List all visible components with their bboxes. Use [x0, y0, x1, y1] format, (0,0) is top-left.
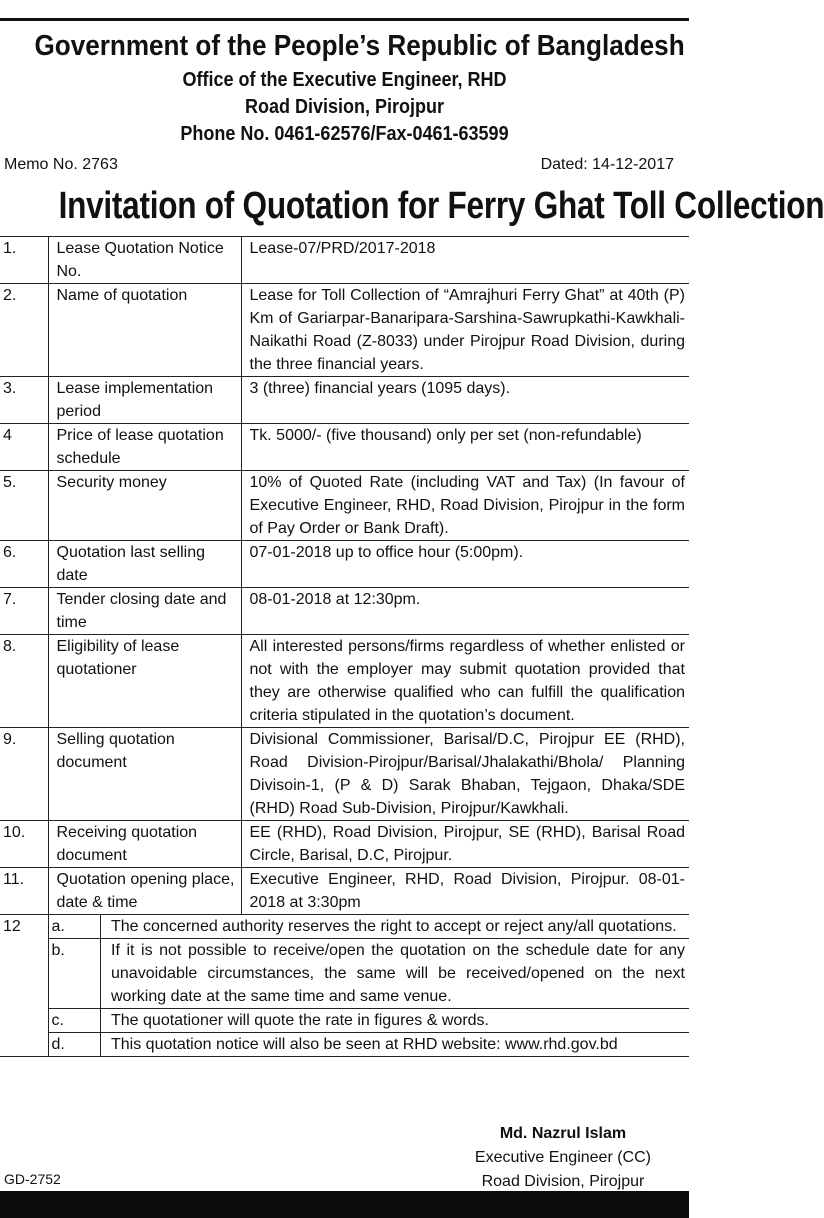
office-heading: Office of the Executive Engineer, RHD — [182, 69, 507, 91]
condition-text: If it is not possible to receive/open the quotation on the schedule date for any unavoidable circumstances, the same will be received/opened on the next working date at the same time and same venue. — [101, 939, 690, 1009]
row-value: Tk. 5000/- (five thousand) only per set (non-refundable) — [241, 424, 689, 471]
table-row — [0, 635, 689, 728]
condition-item — [49, 915, 690, 939]
row-label: Tender closing date and time — [48, 588, 241, 635]
row-value: 3 (three) financial years (1095 days). — [241, 377, 689, 424]
row-label: Name of quotation — [48, 284, 241, 377]
condition-letter: b. — [49, 939, 101, 1009]
top-rule — [0, 18, 689, 21]
row-value: Lease-07/PRD/2017-2018 — [241, 237, 689, 284]
phone-heading: Phone No. 0461-62576/Fax-0461-63599 — [180, 123, 509, 145]
table-row — [0, 868, 689, 915]
row-value: Executive Engineer, RHD, Road Division, Pirojpur. 08-01-2018 at 3:30pm — [241, 868, 689, 915]
condition-text: The concerned authority reserves the right to accept or reject any/all quotations. — [101, 915, 690, 939]
row-number: 10. — [0, 821, 48, 868]
row-label: Quotation opening place, date & time — [48, 868, 241, 915]
row-label: Lease implementation period — [48, 377, 241, 424]
row-label: Receiving quotation document — [48, 821, 241, 868]
condition-item — [49, 1009, 690, 1033]
row-value: EE (RHD), Road Division, Pirojpur, SE (RHD), Barisal Road Circle, Barisal, D.C, Pirojpur. — [241, 821, 689, 868]
row-number: 6. — [0, 541, 48, 588]
row-label: Eligibility of lease quotationer — [48, 635, 241, 728]
row-label: Quotation last selling date — [48, 541, 241, 588]
row-label: Price of lease quotation schedule — [48, 424, 241, 471]
row-value: 07-01-2018 up to office hour (5:00pm). — [241, 541, 689, 588]
condition-letter: a. — [49, 915, 101, 939]
row-number: 5. — [0, 471, 48, 541]
table-row-conditions — [0, 915, 689, 1057]
condition-item — [49, 1033, 690, 1057]
row-number: 12 — [0, 915, 48, 1057]
conditions-cell — [48, 915, 689, 1057]
row-number: 11. — [0, 868, 48, 915]
condition-text: The quotationer will quote the rate in figures & words. — [101, 1009, 690, 1033]
conditions-table — [49, 915, 690, 1056]
date: Dated: 14-12-2017 — [540, 156, 674, 173]
row-number: 1. — [0, 237, 48, 284]
signature-block — [475, 1122, 651, 1194]
memo-number: Memo No. 2763 — [4, 156, 118, 173]
row-value: All interested persons/firms regardless of whether enlisted or not with the employer may submit quotation provided that they are otherwise qualified who can fulfill the qualification criteria stipulated in the quotation’s document. — [241, 635, 689, 728]
condition-letter: d. — [49, 1033, 101, 1057]
table-row — [0, 728, 689, 821]
row-number: 4 — [0, 424, 48, 471]
row-number: 3. — [0, 377, 48, 424]
row-number: 7. — [0, 588, 48, 635]
table-row — [0, 588, 689, 635]
row-value: Divisional Commissioner, Barisal/D.C, Pirojpur EE (RHD), Road Division-Pirojpur/Barisal/Jhalakathi/Bhola/ Planning Divisoin-1, (P & D) Sarak Bhaban, Tejgaon, Dhaka/SDE (RHD) Road Sub-Division, Pirojpur/Kawkhali. — [241, 728, 689, 821]
signatory-name: Md. Nazrul Islam — [499, 1125, 627, 1142]
row-label: Selling quotation document — [48, 728, 241, 821]
condition-letter: c. — [49, 1009, 101, 1033]
row-value: 08-01-2018 at 12:30pm. — [241, 588, 689, 635]
notice-title: Invitation of Quotation for Ferry Ghat Toll Collection — [58, 185, 824, 227]
table-row — [0, 377, 689, 424]
signatory-designation: Executive Engineer (CC) — [474, 1149, 651, 1166]
condition-text: This quotation notice will also be seen at RHD website: www.rhd.gov.bd — [111, 1036, 618, 1053]
row-number: 9. — [0, 728, 48, 821]
table-row — [0, 471, 689, 541]
table-row — [0, 821, 689, 868]
row-label: Security money — [48, 471, 241, 541]
row-label: Lease Quotation Notice No. — [48, 237, 241, 284]
division-heading: Road Division, Pirojpur — [244, 96, 445, 118]
table-row — [0, 237, 689, 284]
bottom-bar — [0, 1191, 689, 1218]
table-row — [0, 284, 689, 377]
quotation-table — [0, 236, 689, 1057]
signatory-office: Road Division, Pirojpur — [481, 1173, 645, 1190]
table-row — [0, 424, 689, 471]
row-number: 8. — [0, 635, 48, 728]
row-value: 10% of Quoted Rate (including VAT and Tax) (In favour of Executive Engineer, RHD, Road Division, Pirojpur in the form of Pay Order or Bank Draft). — [241, 471, 689, 541]
row-number: 2. — [0, 284, 48, 377]
government-heading: Government of the People’s Republic of Bangladesh — [34, 30, 685, 62]
condition-item — [49, 939, 690, 1009]
table-row — [0, 541, 689, 588]
gd-number: GD-2752 — [4, 1171, 61, 1187]
row-value: Lease for Toll Collection of “Amrajhuri Ferry Ghat” at 40th (P) Km of Gariarpar-Banaripara-Sarshina-Sawrupkathi-Kawkhali-Naikathi Road (Z-8033) under Pirojpur Road Division, during the three financial years. — [241, 284, 689, 377]
